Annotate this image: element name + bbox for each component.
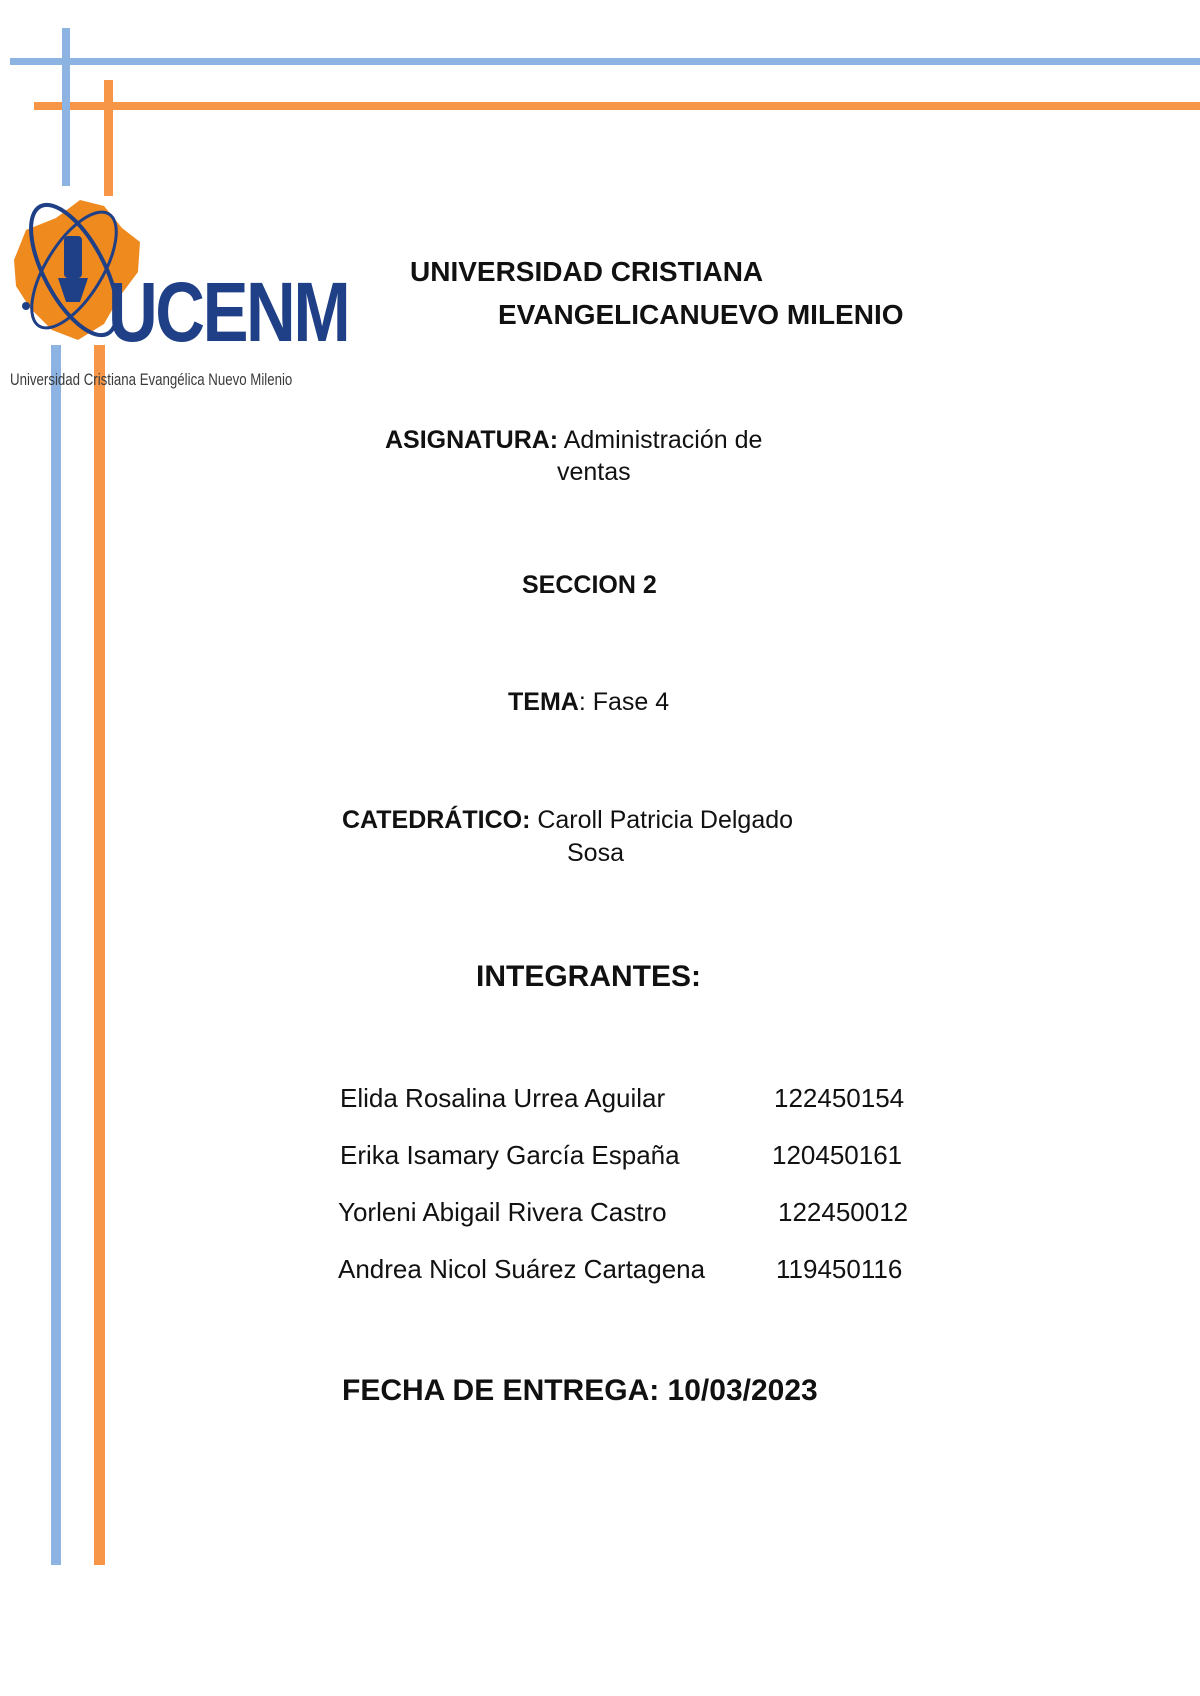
tema-label: TEMA [508,688,579,716]
fecha-entrega: FECHA DE ENTREGA: 10/03/2023 [342,1374,818,1407]
tema-line [508,687,669,718]
member-id: 119450116 [776,1254,903,1284]
catedratico-label: CATEDRÁTICO: [342,806,531,834]
logo-wordmark: UCENM [108,265,349,359]
university-title-line2: EVANGELICANUEVO MILENIO [498,299,904,330]
upper-orange-post [104,80,113,196]
catedratico-value: Caroll Patricia Delgado [530,806,794,834]
member-name: Andrea Nicol Suárez Cartagena [338,1254,706,1284]
catedratico-line [342,805,793,836]
integrantes-title: INTEGRANTES: [476,960,701,993]
member-id: 120450161 [772,1140,903,1170]
member-name: Yorleni Abigail Rivera Castro [338,1197,667,1227]
asignatura-line [385,425,762,456]
member-name: Erika Isamary García España [340,1140,680,1170]
ucenm-logo [8,190,349,390]
member-name: Elida Rosalina Urrea Aguilar [340,1083,666,1113]
seccion: SECCION 2 [522,571,657,599]
university-title-line1: UNIVERSIDAD CRISTIANA [410,256,764,287]
asignatura-value-cont: ventas [557,458,631,486]
asignatura-value: Administración de [558,426,763,454]
left-blue-rule [51,345,61,1565]
top-orange-rule [34,102,1200,110]
upper-blue-post [62,28,70,186]
left-orange-rule [94,345,105,1565]
catedratico-value-cont: Sosa [567,839,624,867]
asignatura-label: ASIGNATURA: [385,426,559,454]
member-id: 122450012 [778,1197,909,1227]
top-blue-rule [10,58,1200,65]
tema-value: : Fase 4 [578,688,670,716]
logo-tagline: Universidad Cristiana Evangélica Nuevo Milenio [10,370,293,389]
member-id: 122450154 [774,1083,905,1113]
